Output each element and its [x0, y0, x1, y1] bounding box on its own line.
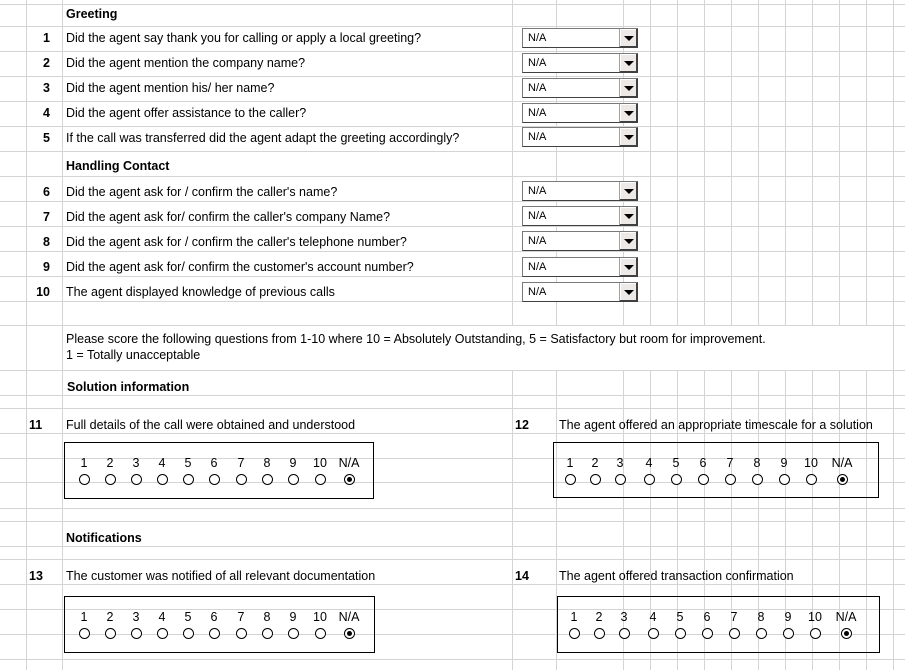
score-option-label: 2 — [106, 610, 114, 624]
grid-row-line — [0, 201, 905, 202]
score-option-na[interactable] — [834, 610, 858, 639]
chevron-down-icon — [624, 36, 634, 41]
radio-unselected-icon[interactable] — [783, 628, 794, 639]
radio-unselected-icon[interactable] — [157, 628, 168, 639]
radio-unselected-icon[interactable] — [594, 628, 605, 639]
radio-unselected-icon[interactable] — [698, 474, 709, 485]
score-option-8[interactable] — [749, 610, 773, 639]
score-option-5[interactable] — [664, 456, 688, 485]
score-option-label: N/A — [338, 456, 360, 470]
radio-unselected-icon[interactable] — [236, 628, 247, 639]
score-option-label: 3 — [620, 610, 628, 624]
question-text: Did the agent mention the company name? — [66, 56, 306, 70]
score-option-2[interactable] — [583, 456, 607, 485]
score-option-label: 1 — [566, 456, 574, 470]
dropdown-arrow-button[interactable] — [619, 29, 637, 47]
score-option-label: 1 — [80, 456, 88, 470]
radio-unselected-icon[interactable] — [779, 474, 790, 485]
question-number: 14 — [515, 569, 529, 583]
dropdown-value: N/A — [528, 131, 547, 143]
chevron-down-icon — [624, 265, 634, 270]
grid-row-line — [0, 226, 905, 227]
score-option-label: 2 — [591, 456, 599, 470]
grid-row-line — [0, 4, 905, 5]
score-option-label: 1 — [80, 610, 88, 624]
dropdown-arrow-button[interactable] — [619, 207, 637, 225]
answer-dropdown[interactable] — [522, 53, 638, 73]
grid-row-line — [0, 76, 905, 77]
radio-unselected-icon[interactable] — [288, 628, 299, 639]
question-text: Did the agent ask for / confirm the caller's name? — [66, 185, 338, 199]
score-option-label: 8 — [753, 456, 761, 470]
score-option-1[interactable] — [72, 456, 96, 485]
grid-row-line — [0, 126, 905, 127]
chevron-down-icon — [624, 111, 634, 116]
score-option-label: 3 — [616, 456, 624, 470]
grid-col-line — [893, 370, 894, 670]
grid-col-line — [677, 0, 678, 325]
radio-unselected-icon[interactable] — [675, 628, 686, 639]
question-number: 8 — [43, 235, 50, 249]
grid-row-line — [0, 546, 905, 547]
dropdown-arrow-button[interactable] — [619, 79, 637, 97]
answer-dropdown[interactable] — [522, 78, 638, 98]
question-text: Did the agent ask for/ confirm the caller's company Name? — [66, 210, 391, 224]
score-option-label: 6 — [699, 456, 707, 470]
score-option-label: N/A — [835, 610, 857, 624]
score-option-10[interactable] — [803, 610, 827, 639]
dropdown-value: N/A — [528, 32, 547, 44]
section-heading-notifications: Notifications — [66, 531, 142, 545]
dropdown-value: N/A — [528, 57, 547, 69]
dropdown-value: N/A — [528, 261, 547, 273]
score-option-8[interactable] — [255, 456, 279, 485]
score-option-1[interactable] — [558, 456, 582, 485]
score-option-9[interactable] — [772, 456, 796, 485]
section-heading-solution-information: Solution information — [67, 380, 190, 394]
score-option-label: 6 — [703, 610, 711, 624]
grid-row-line — [0, 408, 905, 409]
radio-unselected-icon[interactable] — [671, 474, 682, 485]
radio-unselected-icon[interactable] — [183, 628, 194, 639]
question-text: The agent displayed knowledge of previous calls — [66, 285, 335, 299]
radio-unselected-icon[interactable] — [131, 474, 142, 485]
grid-col-line — [512, 0, 513, 325]
radio-unselected-icon[interactable] — [619, 628, 630, 639]
score-option-label: 10 — [804, 456, 818, 470]
score-option-8[interactable] — [745, 456, 769, 485]
answer-dropdown[interactable] — [522, 282, 638, 302]
score-option-6[interactable] — [202, 610, 226, 639]
grid-row-line — [0, 176, 905, 177]
radio-unselected-icon[interactable] — [288, 474, 299, 485]
score-option-label: 5 — [184, 456, 192, 470]
grid-row-line — [0, 101, 905, 102]
grid-col-line — [785, 0, 786, 325]
radio-unselected-icon[interactable] — [725, 474, 736, 485]
question-number: 13 — [29, 569, 43, 583]
question-number: 6 — [43, 185, 50, 199]
radio-unselected-icon[interactable] — [648, 628, 659, 639]
score-option-label: 9 — [289, 456, 297, 470]
score-option-4[interactable] — [150, 610, 174, 639]
score-option-label: 7 — [726, 456, 734, 470]
question-number: 2 — [43, 56, 50, 70]
radio-unselected-icon[interactable] — [644, 474, 655, 485]
score-option-label: 10 — [808, 610, 822, 624]
radio-unselected-icon[interactable] — [565, 474, 576, 485]
score-option-label: 10 — [313, 610, 327, 624]
score-option-10[interactable] — [799, 456, 823, 485]
score-option-label: 8 — [263, 610, 271, 624]
chevron-down-icon — [624, 61, 634, 66]
answer-dropdown[interactable] — [522, 103, 638, 123]
question-number: 9 — [43, 260, 50, 274]
dropdown-value: N/A — [528, 107, 547, 119]
radio-unselected-icon[interactable] — [752, 474, 763, 485]
grid-col-line — [839, 0, 840, 325]
answer-dropdown[interactable] — [522, 181, 638, 201]
chevron-down-icon — [624, 214, 634, 219]
radio-unselected-icon[interactable] — [79, 474, 90, 485]
score-option-7[interactable] — [229, 456, 253, 485]
question-number: 1 — [43, 31, 50, 45]
radio-unselected-icon[interactable] — [569, 628, 580, 639]
radio-selected-icon[interactable] — [344, 628, 355, 639]
score-option-3[interactable] — [124, 456, 148, 485]
dropdown-arrow-button[interactable] — [619, 182, 637, 200]
radio-selected-icon[interactable] — [841, 628, 852, 639]
radio-unselected-icon[interactable] — [262, 628, 273, 639]
grid-col-line — [512, 370, 513, 670]
score-radio-group — [64, 442, 374, 499]
radio-unselected-icon[interactable] — [157, 474, 168, 485]
score-option-2[interactable] — [98, 456, 122, 485]
score-option-7[interactable] — [229, 610, 253, 639]
chevron-down-icon — [624, 239, 634, 244]
grid-row-line — [0, 395, 905, 396]
question-number: 3 — [43, 81, 50, 95]
grid-col-line — [650, 0, 651, 325]
grid-row-line — [0, 51, 905, 52]
grid-col-line — [758, 0, 759, 325]
dropdown-arrow-button[interactable] — [619, 128, 637, 146]
dropdown-value: N/A — [528, 235, 547, 247]
score-option-7[interactable] — [718, 456, 742, 485]
score-option-label: 7 — [237, 456, 245, 470]
score-option-7[interactable] — [722, 610, 746, 639]
instructions-line-2: 1 = Totally unacceptable — [66, 348, 201, 362]
score-option-1[interactable] — [562, 610, 586, 639]
grid-col-line — [893, 0, 894, 325]
score-option-label: 5 — [676, 610, 684, 624]
grid-row-line — [0, 151, 905, 152]
dropdown-value: N/A — [528, 82, 547, 94]
question-text: Did the agent ask for/ confirm the customer's account number? — [66, 260, 414, 274]
grid-row-line — [0, 433, 905, 434]
question-text: Did the agent say thank you for calling or apply a local greeting? — [66, 31, 422, 45]
score-radio-group — [64, 596, 375, 653]
radio-unselected-icon[interactable] — [105, 628, 116, 639]
question-text: The agent offered transaction confirmation — [559, 569, 794, 583]
radio-unselected-icon[interactable] — [79, 628, 90, 639]
score-option-label: 3 — [132, 456, 140, 470]
question-text: If the call was transferred did the agent adapt the greeting accordingly? — [66, 131, 460, 145]
grid-row-line — [0, 521, 905, 522]
score-option-label: 2 — [106, 456, 114, 470]
score-option-9[interactable] — [281, 610, 305, 639]
score-option-3[interactable] — [608, 456, 632, 485]
radio-unselected-icon[interactable] — [590, 474, 601, 485]
dropdown-value: N/A — [528, 210, 547, 222]
radio-unselected-icon[interactable] — [209, 628, 220, 639]
chevron-down-icon — [624, 290, 634, 295]
grid-row-line — [0, 370, 905, 371]
score-option-10[interactable] — [308, 610, 332, 639]
question-number: 4 — [43, 106, 50, 120]
section-heading-handling-contact: Handling Contact — [66, 159, 170, 173]
answer-dropdown[interactable] — [522, 127, 638, 147]
radio-selected-icon[interactable] — [344, 474, 355, 485]
radio-unselected-icon[interactable] — [315, 628, 326, 639]
question-number: 10 — [36, 285, 50, 299]
grid-row-line — [0, 559, 905, 560]
score-option-5[interactable] — [176, 610, 200, 639]
grid-row-line — [0, 251, 905, 252]
radio-unselected-icon[interactable] — [105, 474, 116, 485]
grid-col-line — [704, 0, 705, 325]
score-option-5[interactable] — [668, 610, 692, 639]
grid-row-line — [0, 508, 905, 509]
score-option-9[interactable] — [281, 456, 305, 485]
question-number: 11 — [29, 418, 43, 432]
radio-unselected-icon[interactable] — [702, 628, 713, 639]
question-number: 7 — [43, 210, 50, 224]
dropdown-value: N/A — [528, 185, 547, 197]
score-option-na[interactable] — [337, 610, 361, 639]
grid-row-line — [0, 276, 905, 277]
grid-col-line — [731, 0, 732, 325]
question-text: Did the agent offer assistance to the caller? — [66, 106, 307, 120]
radio-unselected-icon[interactable] — [209, 474, 220, 485]
radio-unselected-icon[interactable] — [183, 474, 194, 485]
section-heading-greeting: Greeting — [66, 7, 118, 21]
score-option-label: 4 — [649, 610, 657, 624]
score-option-1[interactable] — [72, 610, 96, 639]
radio-unselected-icon[interactable] — [315, 474, 326, 485]
score-option-label: 3 — [132, 610, 140, 624]
score-option-label: 1 — [570, 610, 578, 624]
score-option-label: 4 — [645, 456, 653, 470]
instructions-line-1: Please score the following questions from 1-10 where 10 = Absolutely Outstanding, 5 = Satisfactory but room for improvement. — [66, 332, 766, 346]
score-option-label: 7 — [237, 610, 245, 624]
score-option-4[interactable] — [641, 610, 665, 639]
score-option-label: N/A — [831, 456, 853, 470]
score-option-10[interactable] — [308, 456, 332, 485]
radio-unselected-icon[interactable] — [131, 628, 142, 639]
answer-dropdown[interactable] — [522, 231, 638, 251]
answer-dropdown[interactable] — [522, 257, 638, 277]
score-option-9[interactable] — [776, 610, 800, 639]
question-text: Did the agent ask for / confirm the caller's telephone number? — [66, 235, 407, 249]
score-option-4[interactable] — [150, 456, 174, 485]
chevron-down-icon — [624, 135, 634, 140]
score-option-3[interactable] — [612, 610, 636, 639]
dropdown-arrow-button[interactable] — [619, 283, 637, 301]
dropdown-value: N/A — [528, 286, 547, 298]
score-option-na[interactable] — [337, 456, 361, 485]
question-number: 5 — [43, 131, 50, 145]
grid-col-line — [812, 0, 813, 325]
dropdown-arrow-button[interactable] — [619, 232, 637, 250]
question-text: The customer was notified of all relevant documentation — [66, 569, 376, 583]
score-option-2[interactable] — [98, 610, 122, 639]
grid-row-line — [0, 301, 905, 302]
score-option-na[interactable] — [830, 456, 854, 485]
score-option-3[interactable] — [124, 610, 148, 639]
radio-unselected-icon[interactable] — [615, 474, 626, 485]
score-option-label: 9 — [784, 610, 792, 624]
score-option-6[interactable] — [691, 456, 715, 485]
score-option-label: 8 — [757, 610, 765, 624]
dropdown-arrow-button[interactable] — [619, 54, 637, 72]
score-radio-group — [557, 596, 880, 653]
grid-row-line — [0, 584, 905, 585]
score-option-label: 8 — [263, 456, 271, 470]
answer-dropdown[interactable] — [522, 28, 638, 48]
score-radio-group — [553, 442, 879, 498]
radio-unselected-icon[interactable] — [810, 628, 821, 639]
question-number: 12 — [515, 418, 529, 432]
radio-unselected-icon[interactable] — [806, 474, 817, 485]
score-option-6[interactable] — [202, 456, 226, 485]
score-option-label: 9 — [780, 456, 788, 470]
score-option-label: 5 — [672, 456, 680, 470]
dropdown-arrow-button[interactable] — [619, 258, 637, 276]
score-option-label: 9 — [289, 610, 297, 624]
question-text: The agent offered an appropriate timescale for a solution — [559, 418, 873, 432]
score-option-label: 5 — [184, 610, 192, 624]
score-option-label: 4 — [158, 456, 166, 470]
score-option-2[interactable] — [587, 610, 611, 639]
radio-unselected-icon[interactable] — [262, 474, 273, 485]
dropdown-arrow-button[interactable] — [619, 104, 637, 122]
grid-col-line — [26, 0, 27, 670]
score-option-label: 10 — [313, 456, 327, 470]
grid-col-line — [893, 325, 894, 370]
score-option-label: 7 — [730, 610, 738, 624]
score-option-4[interactable] — [637, 456, 661, 485]
score-option-label: 4 — [158, 610, 166, 624]
chevron-down-icon — [624, 189, 634, 194]
chevron-down-icon — [624, 86, 634, 91]
score-option-8[interactable] — [255, 610, 279, 639]
score-option-label: 6 — [210, 610, 218, 624]
radio-unselected-icon[interactable] — [756, 628, 767, 639]
question-text: Did the agent mention his/ her name? — [66, 81, 275, 95]
score-option-6[interactable] — [695, 610, 719, 639]
score-option-label: 2 — [595, 610, 603, 624]
score-option-label: N/A — [338, 610, 360, 624]
answer-dropdown[interactable] — [522, 206, 638, 226]
question-text: Full details of the call were obtained and understood — [66, 418, 356, 432]
grid-row-line — [0, 659, 905, 660]
score-option-5[interactable] — [176, 456, 200, 485]
score-option-label: 6 — [210, 456, 218, 470]
radio-selected-icon[interactable] — [837, 474, 848, 485]
radio-unselected-icon[interactable] — [729, 628, 740, 639]
grid-row-line — [0, 26, 905, 27]
grid-col-line — [866, 0, 867, 325]
radio-unselected-icon[interactable] — [236, 474, 247, 485]
